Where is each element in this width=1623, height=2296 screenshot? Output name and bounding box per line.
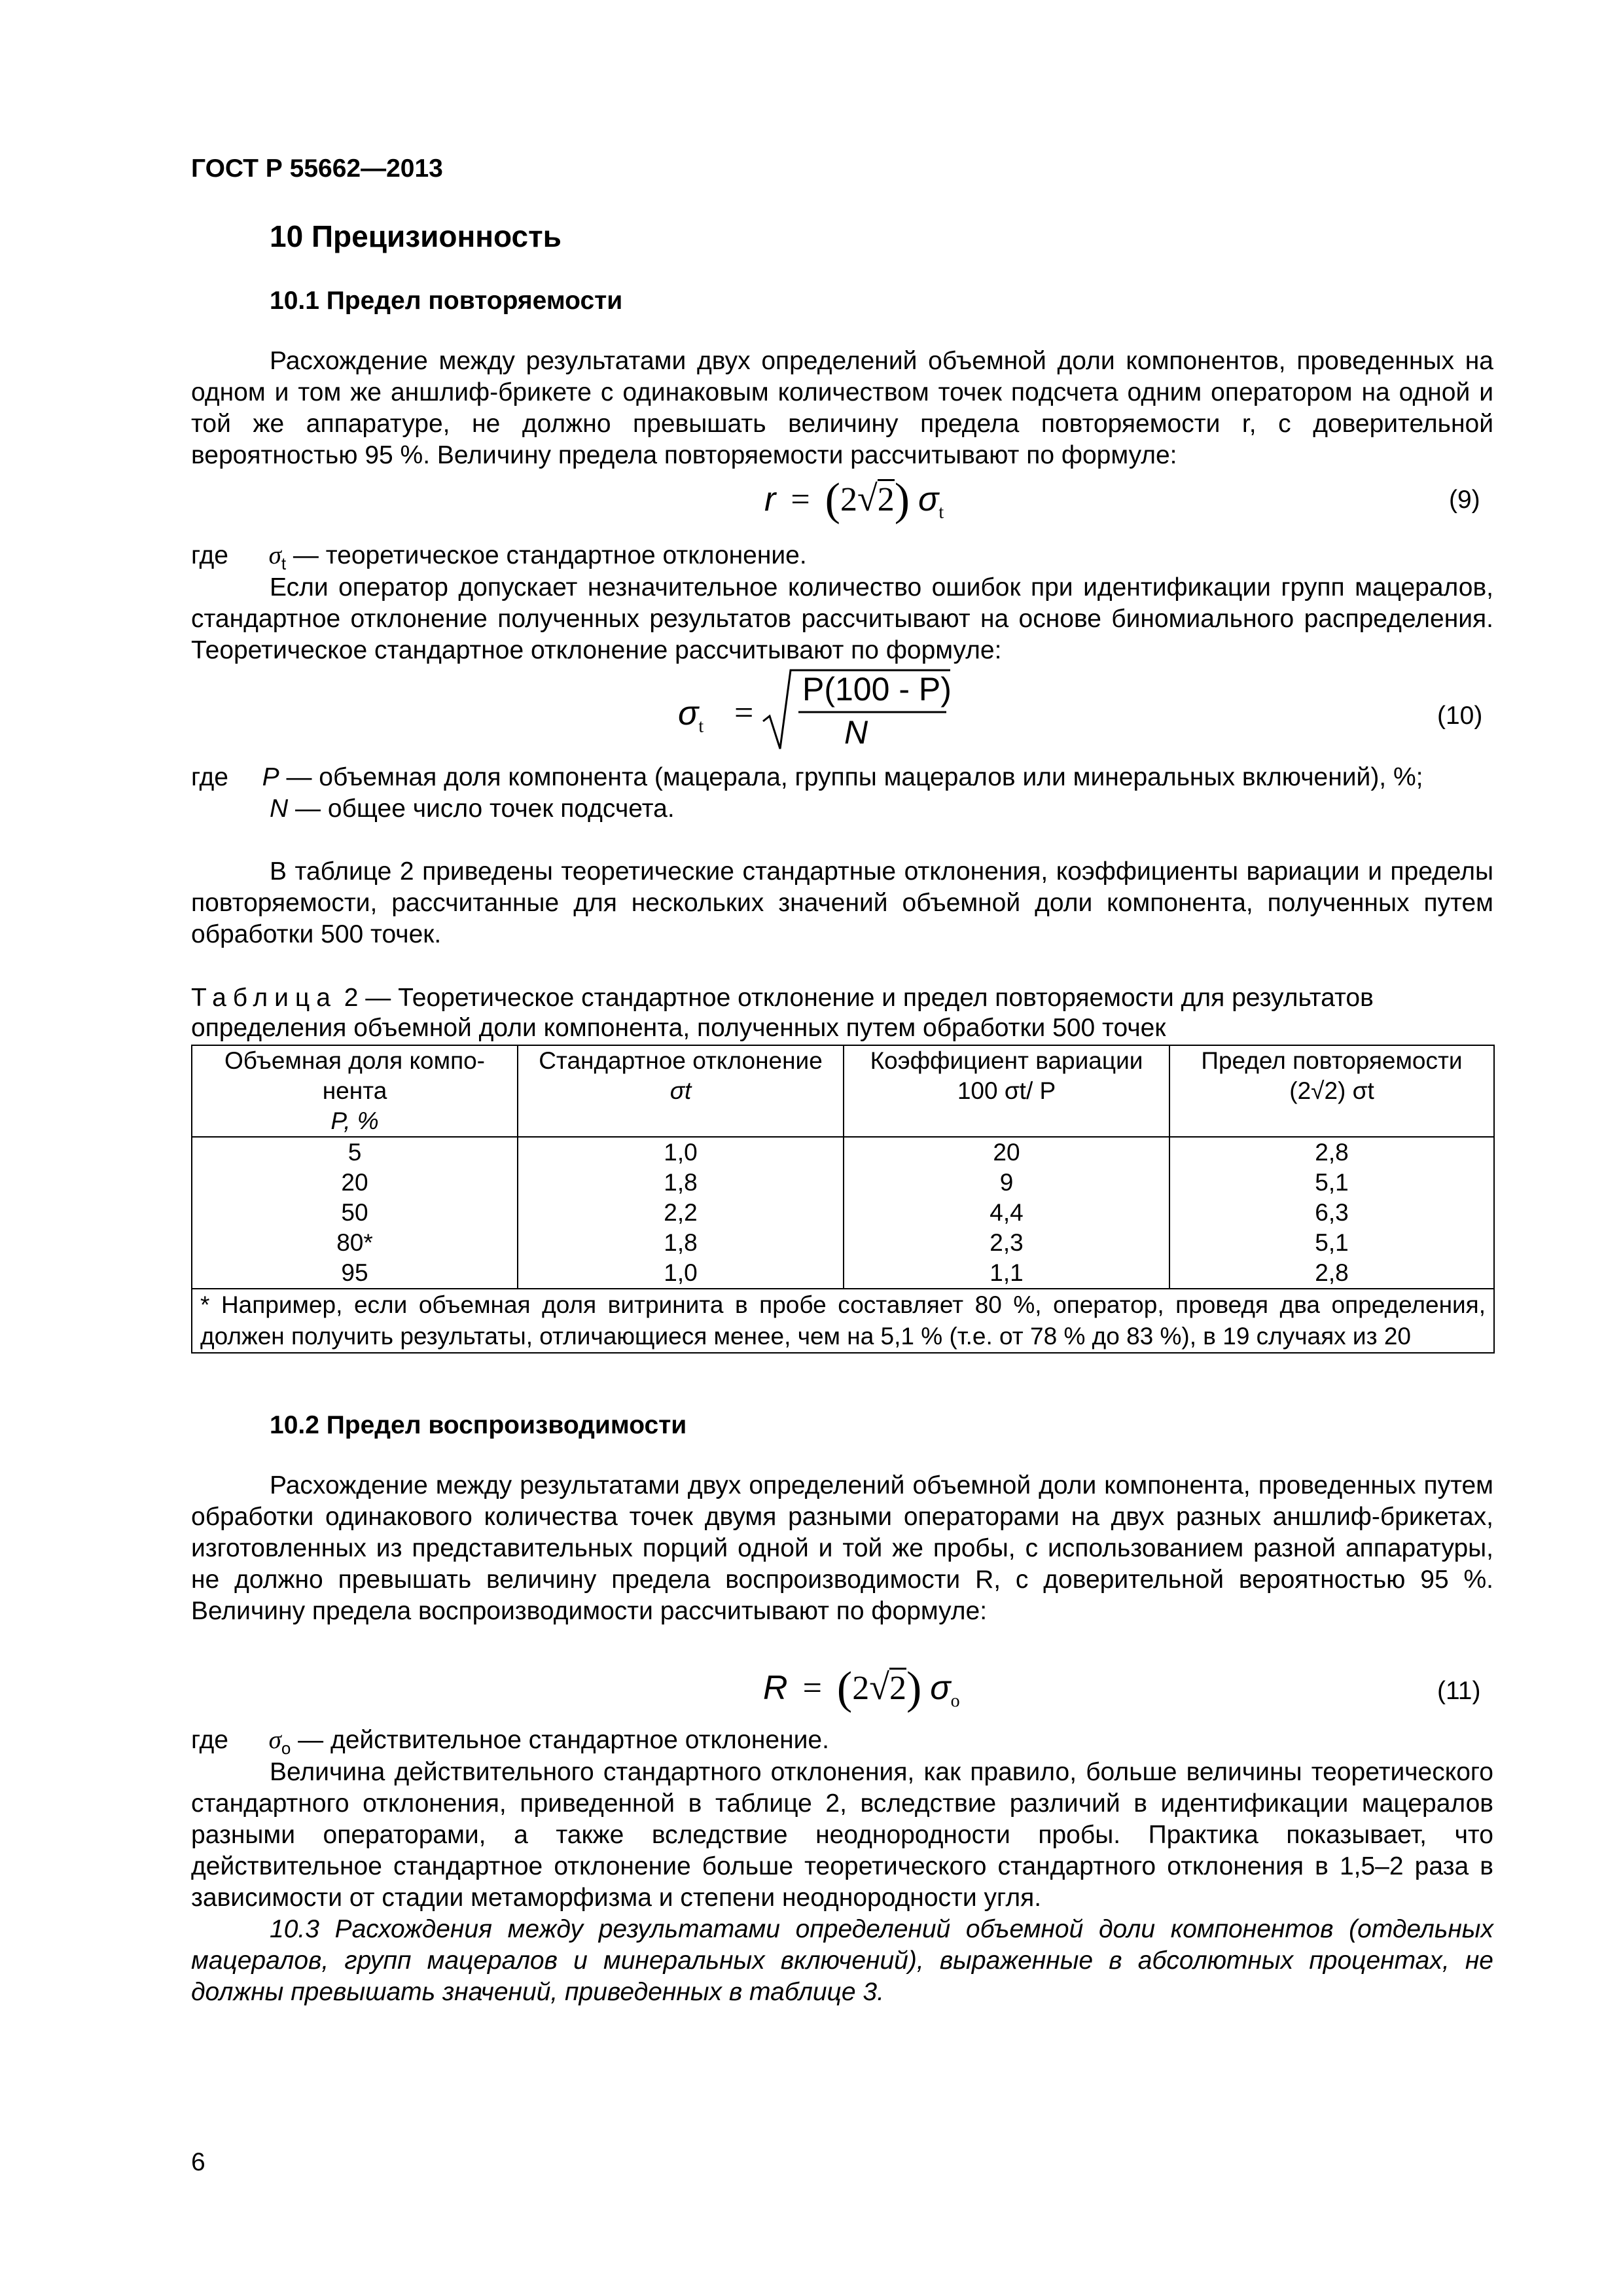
formula-11-sigma: σ — [930, 1669, 951, 1707]
table-cell: 20 — [192, 1168, 518, 1198]
where-word: где — [191, 541, 228, 569]
formula-11-rparen: ) — [906, 1663, 922, 1713]
table-cell: 9 — [844, 1168, 1169, 1198]
paragraph-10-3: 10.3 Расхождения между результатами определений объемной доли компонентов (отдельных мацералов, групп мацералов и минеральных включений), выраженные в абсолютных процентах, не должны превышать значений, приведенных в таблице 3. — [191, 1915, 1493, 2006]
table-caption-text: 2 — Теоретическое стандартное отклонение и предел повторяемости для результатов определения объемной доли компонента, полученных путем обработки 500 точек — [191, 984, 1374, 1042]
table-cell: 5,1 — [1169, 1168, 1494, 1198]
table-row — [192, 1168, 1494, 1198]
table-cell: 80* — [192, 1228, 518, 1258]
formula-11-sub: o — [950, 1691, 960, 1712]
formula-9-sqrt-icon: √ — [857, 478, 878, 519]
where-word: где — [191, 1726, 228, 1754]
formula-10 — [678, 668, 953, 753]
paragraph-10-2-actual: Величина действительного стандартного отклонения, как правило, больше величины теоретического стандартного отклонения, приведенной в таблице 2, вследствие различий в идентификации мацералов разными операторами, а также вследствие неоднородности пробы. Практика показывает, что действительное стандартное отклонение больше теоретического стандартного отклонения в 1,5–2 раза в зависимости от стадии метаморфизма и степени неоднородности угля. — [191, 1758, 1493, 1912]
table-cell: 50 — [192, 1198, 518, 1228]
table-cell: 1,8 — [518, 1228, 844, 1258]
formula-11-sqrt-icon: √ — [869, 1667, 889, 1708]
formula-9-root: 2 — [878, 479, 895, 518]
table-row — [192, 1198, 1494, 1228]
table-cell: 1,0 — [518, 1137, 844, 1168]
paragraph-10-1-intro: Расхождение между результатами двух определений объемной доли компонентов, проведенных на одном и том же аншлиф-брикете с одинаковым количеством точек подсчета одним оператором на одной и той же аппаратуре, не должно превышать величину предела повторяемости r, с доверительной вероятностью 95 %. Величину предела повторяемости рассчитывают по формуле: — [191, 347, 1493, 469]
table-2-caption — [191, 983, 1493, 1043]
table-cell: 2,8 — [1169, 1258, 1494, 1289]
formula-9-lhs: r — [764, 480, 776, 518]
header-cell: Предел повторяемости (2√2) σt — [1169, 1045, 1494, 1137]
table-footnote: * Например, если объемная доля витринита в пробе составляет 80 %, оператор, проведя два определения, должен получить результаты, отличающиеся менее, чем на 5,1 % (т.е. от 78 % до 83 %), в 19 случаях из 20 — [192, 1289, 1494, 1353]
formula-10-numerator: P(100 - P) — [802, 671, 952, 708]
paragraph-table-intro: В таблице 2 приведены теоретические стандартные отклонения, коэффициенты вариации и пределы повторяемости, рассчитанные для нескольких значений объемной доли компонента, полученных путем обработки 500 точек. — [191, 857, 1493, 948]
where-11-sub: o — [281, 1738, 291, 1758]
where-9-definition: — теоретическое стандартное отклонение. — [286, 541, 807, 569]
section-title: 10 Прецизионность — [270, 219, 562, 253]
where-9 — [191, 541, 807, 574]
equation-number-11: (11) — [1437, 1677, 1481, 1705]
paragraph-10-1-binomial: Если оператор допускает незначительное количество ошибок при идентификации групп мацералов, стандартное отклонение полученных результатов рассчитывают на основе биномиального распределения. Теоретическое стандартное отклонение рассчитывают по формуле: — [191, 573, 1493, 664]
formula-11-root: 2 — [889, 1668, 906, 1707]
formula-10-sigma: σ — [678, 694, 699, 732]
where-11-symbol: σ — [268, 1726, 281, 1754]
subsection-title-10-2: 10.2 Предел воспроизводимости — [270, 1411, 687, 1439]
table-cell: 1,1 — [844, 1258, 1169, 1289]
table-header-row — [192, 1045, 1494, 1137]
table-cell: 2,3 — [844, 1228, 1169, 1258]
where-11 — [191, 1725, 829, 1759]
formula-10-denominator: N — [844, 714, 868, 751]
formula-9-lparen: ( — [825, 475, 840, 525]
where-word: где — [191, 763, 228, 791]
table-cell: 4,4 — [844, 1198, 1169, 1228]
table-cell: 2,2 — [518, 1198, 844, 1228]
where-11-definition: — действительное стандартное отклонение. — [291, 1726, 829, 1754]
where-10-N — [270, 795, 675, 823]
formula-11-lhs: R — [763, 1669, 788, 1707]
equation-number-9: (9) — [1449, 486, 1480, 514]
table-cell: 5 — [192, 1137, 518, 1168]
table-cell: 1,8 — [518, 1168, 844, 1198]
header-cell: Стандартное отклонение σt — [518, 1045, 844, 1137]
header-cell: Коэффициент вариации 100 σt/ P — [844, 1045, 1169, 1137]
table-cell: 1,0 — [518, 1258, 844, 1289]
formula-11-two: 2 — [852, 1670, 870, 1707]
page-number: 6 — [191, 2148, 205, 2176]
formula-10-eq: = — [734, 694, 754, 732]
table-row — [192, 1137, 1494, 1168]
paragraph-10-2-intro: Расхождение между результатами двух определений объемной доли компонента, проведенных путем обработки одинакового количества точек двумя разными операторами на двух разных аншлиф-брикетах, изготовленных из представительных порций одной и той же пробы, с использованием разной аппаратуры, не должно превышать величину предела воспроизводимости R, с доверительной вероятностью 95 %. Величину предела воспроизводимости рассчитывают по формуле: — [191, 1471, 1493, 1625]
where-10-P-symbol: P — [262, 763, 279, 791]
formula-10-sub: t — [698, 716, 704, 737]
where-10-N-symbol: N — [270, 795, 289, 823]
formula-9-rparen: ) — [894, 475, 910, 525]
table-note-row — [192, 1289, 1494, 1353]
header-cell: Объемная доля компо- нента P, % — [192, 1045, 518, 1137]
where-10-P-definition: — объемная доля компонента (мацерала, группы мацералов или минеральных включений), %; — [279, 763, 1423, 791]
formula-11-eq: = — [802, 1670, 822, 1707]
formula-11-lparen: ( — [836, 1663, 853, 1713]
table-row — [192, 1228, 1494, 1258]
equation-number-10: (10) — [1437, 702, 1483, 730]
table-caption-label: Таблица — [191, 984, 337, 1012]
table-row — [192, 1258, 1494, 1289]
formula-9-sub: t — [938, 502, 944, 523]
table-cell: 5,1 — [1169, 1228, 1494, 1258]
formula-9-two: 2 — [840, 481, 857, 518]
where-10-P — [191, 763, 1423, 792]
table-cell: 20 — [844, 1137, 1169, 1168]
table-cell: 2,8 — [1169, 1137, 1494, 1168]
where-9-symbol: σ — [268, 541, 281, 569]
subsection-title-10-1: 10.1 Предел повторяемости — [270, 287, 623, 315]
where-10-N-definition: — общее число точек подсчета. — [288, 795, 675, 823]
formula-9-sigma: σ — [918, 480, 939, 518]
document-id: ГОСТ Р 55662—2013 — [191, 154, 443, 183]
table-cell: 95 — [192, 1258, 518, 1289]
formula-9-eq: = — [791, 481, 810, 518]
formula-9 — [764, 474, 944, 526]
where-9-sub: t — [281, 553, 287, 573]
formula-11 — [763, 1662, 960, 1715]
table-2 — [191, 1045, 1495, 1354]
table-cell: 6,3 — [1169, 1198, 1494, 1228]
